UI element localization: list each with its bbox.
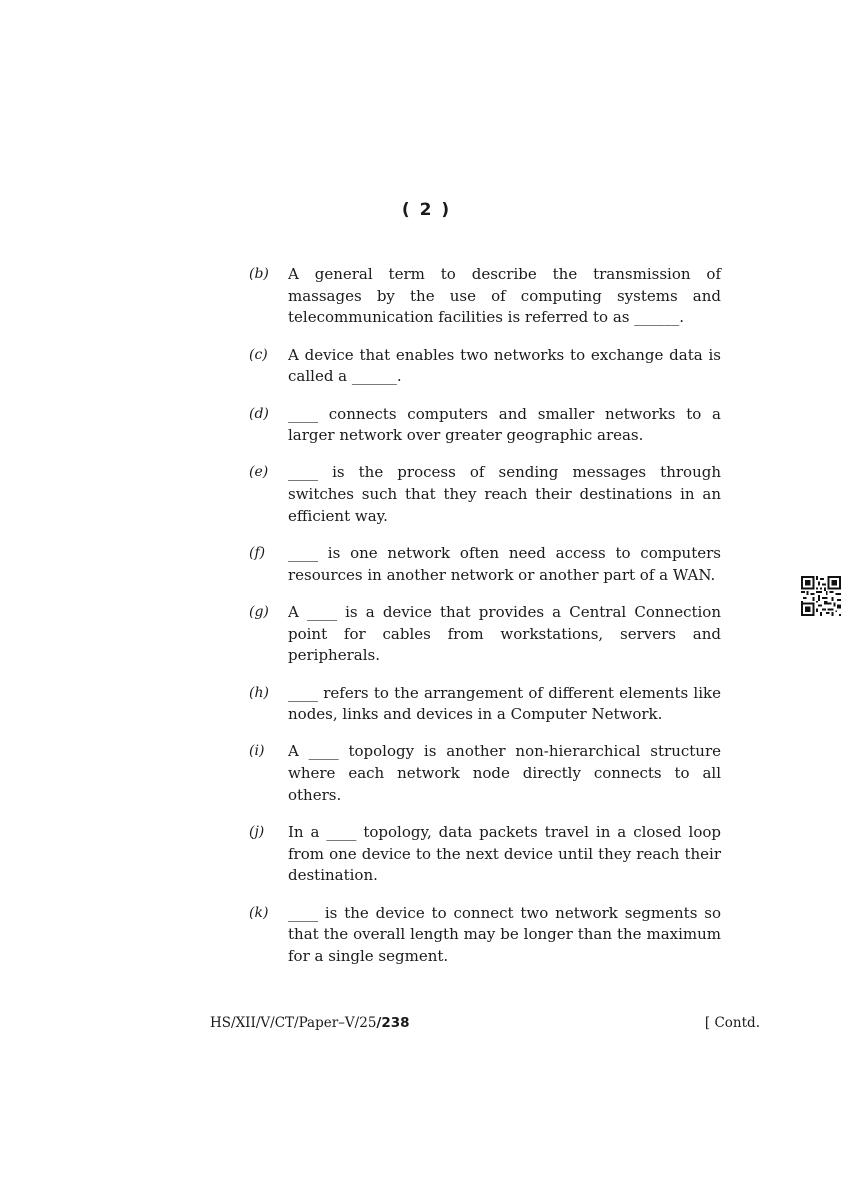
question-label: (i) xyxy=(249,743,265,760)
question-item xyxy=(249,345,721,388)
question-label: (c) xyxy=(249,346,268,363)
question-list xyxy=(249,264,721,983)
question-label: (h) xyxy=(249,684,269,701)
question-text: A device that enables two networks to exchange data is called a ______. xyxy=(288,345,721,386)
question-item xyxy=(249,741,721,806)
question-label: (f) xyxy=(249,545,266,562)
question-text: A ____ topology is another non-hierarchical structure where each network node directly connects to all others. xyxy=(288,742,721,804)
contd-label: [ Contd. xyxy=(704,1015,760,1031)
question-item xyxy=(249,404,721,447)
question-text: ____ refers to the arrangement of different elements like nodes, links and devices in a Computer Network. xyxy=(288,683,721,724)
question-label: (e) xyxy=(249,464,269,481)
question-text: A ____ is a device that provides a Central Connection point for cables from workstations, servers and peripherals. xyxy=(288,602,721,665)
question-label: (k) xyxy=(249,904,269,921)
question-text: ____ is the device to connect two network segments so that the overall length may be longer than the maximum for a single segment. xyxy=(288,903,721,966)
qr-code-icon xyxy=(801,576,841,616)
footer xyxy=(210,1015,760,1031)
question-text: ____ is one network often need access to computers resources in another network or another part of a WAN. xyxy=(288,544,721,584)
question-item xyxy=(249,543,721,586)
question-item xyxy=(249,903,721,968)
question-label: (j) xyxy=(249,824,265,841)
question-item xyxy=(249,822,721,887)
question-text: ____ is the process of sending messages through switches such that they reach their destinations in an efficient way. xyxy=(288,463,721,525)
question-item xyxy=(249,683,721,726)
question-text: A general term to describe the transmission of massages by the use of computing systems and telecommunication facilities is referred to as ______. xyxy=(288,265,721,327)
question-item xyxy=(249,264,721,329)
paper-code-prefix: HS/XII/V/CT/Paper–V/25 xyxy=(210,1015,377,1031)
question-text: ____ connects computers and smaller networks to a larger network over greater geographic areas. xyxy=(288,404,721,445)
question-text: In a ____ topology, data packets travel in a closed loop from one device to the next device until they reach their destination. xyxy=(288,823,721,885)
page-number: ( 2 ) xyxy=(401,200,452,220)
question-label: (g) xyxy=(249,603,269,620)
question-label: (b) xyxy=(249,266,269,282)
paper-code-number: /238 xyxy=(376,1015,410,1031)
question-item xyxy=(249,602,721,667)
question-label: (d) xyxy=(249,405,269,422)
paper-code xyxy=(210,1015,410,1031)
question-item xyxy=(249,462,721,527)
